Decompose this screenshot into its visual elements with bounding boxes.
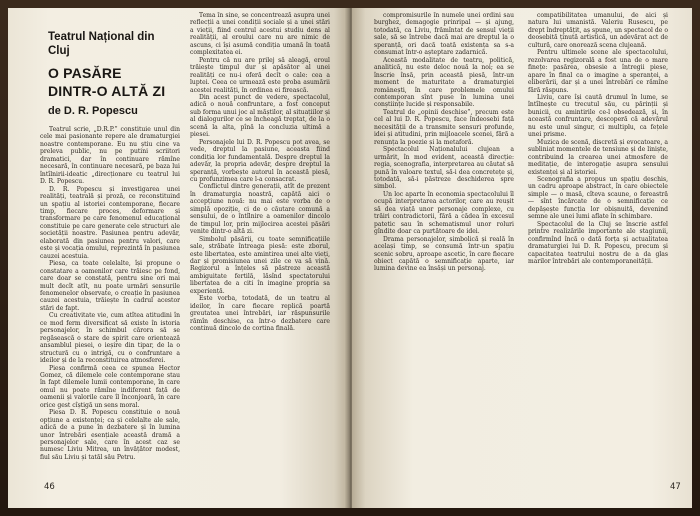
text-column <box>40 126 180 472</box>
article-heading <box>48 30 168 118</box>
paragraph: Simbolul păsării, cu toate semnificațiile sale, străbate întreaga piesă: este zborul, este libertatea, este amintirea unei alte vieți, dar și promisiunea unei zile ce va să vină. Regizorul a înțeles să păstreze această ambiguitate fertilă, lăsînd spectatorului libertatea de a citi în imagine propria sa experiență. <box>190 235 330 295</box>
page-number: 46 <box>44 482 55 492</box>
play-title: O PASĂRE DINTR-O ALTĂ ZI <box>48 65 166 99</box>
paragraph: Spectacolul Naționalului clujean a urmărit, în mod evident, această direcție: regia, scenografia, interpretarea au căutat să pună în valoare textul, să-i dea concretețe și, totodată, să-i păstreze deschiderea spre simbol. <box>374 146 514 191</box>
paragraph: Cu creativitate vie, cum atîtea atitudini în ce mod ferm diversificat să existe în istoria personajelor, în schimbul cărora să se regăsească o stare de spirit care orientează ansamblul piesei, o ieșire din tipar, de la o structură cu o intrigă, cu o confruntare a ideilor și de la reconstituirea atmosferei. <box>40 312 180 365</box>
paragraph: D. R. Popescu și investigarea unei realități, teatrală și proză, ce reconstituind un spațiu al istoriei contemporane, fiecare timp, fiecare proces, deformare și transformare pe care fenomenul educațional constituie pe care generate cele structuri ale societății noastre. Pasiunea pentru adevăr, elaborată din pasiunea pentru valori, care este și vocația omului, reprezintă în pasiunea cauzei acestuia. <box>40 185 180 260</box>
paragraph: Este vorba, totodată, de un teatru al ideilor, în care fiecare replică poartă greutatea unei întrebări, iar răspunsurile rămîn deschise, ca într-o dezbatere care continuă dincolo de cortina finală. <box>190 295 330 333</box>
paragraph: Drama personajelor, simbolică și reală în același timp, se consumă într-un spațiu scenic sobru, aproape ascetic, în care fiecare obiect capătă o semnificație aparte, iar lumina devine ea însăși un personaj. <box>374 235 514 273</box>
paragraph: Scenografia a propus un spațiu deschis, un cadru aproape abstract, în care obiectele simple — o masă, cîteva scaune, o fereastră — sînt încărcate de o semnificație ce depășește funcția lor obișnuită, devenind semne ale unei lumi aflate în schimbare. <box>528 175 668 221</box>
text-column <box>374 12 514 472</box>
paragraph: Spectacolul de la Cluj se înscrie astfel printre realizările importante ale stagiunii, confirmînd încă o dată forța și actualitatea dramaturgiei lui D. R. Popescu, precum și capacitatea teatrului nostru de a da glas marilor întrebări ale contemporaneității. <box>528 220 668 265</box>
paragraph: Conflictul dintre generații, atît de prezent în dramaturgia noastră, capătă aici o accepțiune nouă: nu mai este vorba de o simplă opoziție, ci de o căutare comună a sensului, de o întîlnire a oamenilor dincolo de timpul lor, prin mijlocirea acestei păsări venite dintr-o altă zi. <box>190 183 330 236</box>
page-number: 47 <box>670 482 681 492</box>
left-page <box>8 8 348 508</box>
paragraph: Piesa confirmă ceea ce spunea Hector Gomez, că dilemele cele contemporane stau în fapt dilemele lumii contemporane, în care omul nu poate rămîne indiferent față de oamenii și valorile care îl înconjoară, în care orice gest cîștigă un sens moral. <box>40 364 180 409</box>
paragraph: Personajele lui D. R. Popescu pot avea, se vede, dreptul la pasiune, aceasta fiind condiția lor fundamentală. Despre dreptul la adevăr, la propria adevăr, despre dreptul la speranță, vorbește autorul în această piesă, cu profunzimea care l-a consacrat. <box>190 138 330 183</box>
paragraph: Din acest punct de vedere, spectacolul, adică o nouă confruntare, a fost conceput sub forma unui joc al măștilor, al situațiilor și al dialogurilor ce se încheagă treptat, de la o scenă la alta, pînă la concluzia ultimă a piesei. <box>190 93 330 139</box>
paragraph: Pentru că nu are prilej să aleagă, eroul trăiește timpul dur și apăsător al unei realități ce nu-i oferă decît o cale: cea a luptei. Ceea ce urmează este proba asumării acestei realități, în ordinea ei firească. <box>190 56 330 94</box>
theatre-name: Teatrul Național din Cluj <box>48 31 155 57</box>
author-line: de D. R. Popescu <box>48 105 138 117</box>
paragraph: Muzica de scenă, discretă și evocatoare, a subliniat momentele de tensiune și de liniște, contribuind la crearea unei atmosfere de meditație, de interogație asupra sensului existenței și al istoriei. <box>528 138 668 176</box>
paragraph: Tema în sine, se concentrează asupra unei reflecții a unei condiții sociale și a unei stări a vieții, fiind centrul acestui studiu dens al realității, al eroului care nu are nimic de ascuns, ci își asumă condiția umană în toată complexitatea ei. <box>190 12 330 57</box>
paragraph: Pentru ultimele scene ale spectacolului, rezolvarea regizorală a fost una de o mare finețe: pasărea, obsesie a întregii piese, apare în final ca o imagine a speranței, a eliberării, dar și a unei întrebări ce rămîne fără răspuns. <box>528 49 668 94</box>
paragraph: Teatrul de „opinii deschise”, precum este cel al lui D. R. Popescu, face îndeosebi față necesității de a transmite sensuri profunde, idei și atitudini, prin mijloacele scenei, fără a renunța la poezie și la metaforă. <box>374 108 514 146</box>
text-column <box>528 12 668 472</box>
paragraph: Liviu, care își caută drumul în lume, se întîlnește cu trecutul său, cu părinții și bunicii, cu amintirile ce-l obsedează, și, în această confruntare, descoperă că adevărul nu este unul singur, ci multiplu, ca fețele unei prisme. <box>528 93 668 139</box>
paragraph: compromisurile în numele unei ordini sau burghez, demagogie prinripal — și ajung, totodată, ca Liviu, frămîntat de sensul vieții sale, să se întrebe dacă mai are dreptul la o speranță, ori dacă toată existența sa s-a consumat într-o așteptare zadarnică. <box>374 12 514 57</box>
paragraph: Piesa, ca toate celelalte, își propune o constatare a oamenilor care trăiesc pe fond, care doar se constată, pentru sine ori mai mult decît atît, nu poate urmări sensurile fenomenelor observate, o creație în pasiunea cauzei acestuia, trăiește în cadrul acestor stări de fapt. <box>40 260 180 312</box>
paragraph: Teatrul scrie, „D.R.P.” constituie unul din cele mai pasionante repere ale dramaturgiei noastre contemporane. Eu nu știu cine va preleva public, nu pe putini scriitori dramatici, dar în continuare rămîne necesară, în continuare necesară, pe baza lui întîlnirii-ideatic „direcționare cu teatrul lui D. R. Popescu. <box>40 126 180 186</box>
paragraph: Această modalitate de teatru, politică, analitică, nu este deloc nouă la noi; ea se înscrie însă, prin această piesă, într-un moment de maturitate a dramaturgiei românești, în care problemele omului contemporan sînt puse în lumina unei conștiințe lucide și responsabile. <box>374 56 514 109</box>
text-column <box>190 12 330 472</box>
paragraph: compatibilitatea umanului, de aici și natura lui umanistă. Valeriu Rusescu, pe drept îndreptățit, aș spune, un spectacol de o deosebită ținută artistică, un adevărat act de cultură, care onorează scena clujeană. <box>528 12 668 49</box>
paragraph: Un loc aparte în economia spectacolului îl ocupă interpretarea actorilor, care au reușit să dea viață unor personaje complexe, cu trăiri contradictorii, fără a cădea în excesul patetic sau în schematismul unor roluri gîndite doar ca purtătoare de idei. <box>374 190 514 236</box>
paragraph: Piesa D. R. Popescu constituie o nouă opțiune a existenței; ca și celelalte ale sale, adică de a pune în dezbatere și în lumina unor întrebări esențiale această dramă a personajelor sale, care în acest caz se numesc Liviu Mitrea, un învățător modest, fiul său Liviu și tatăl său Petru. <box>40 409 180 461</box>
right-page <box>352 8 692 508</box>
